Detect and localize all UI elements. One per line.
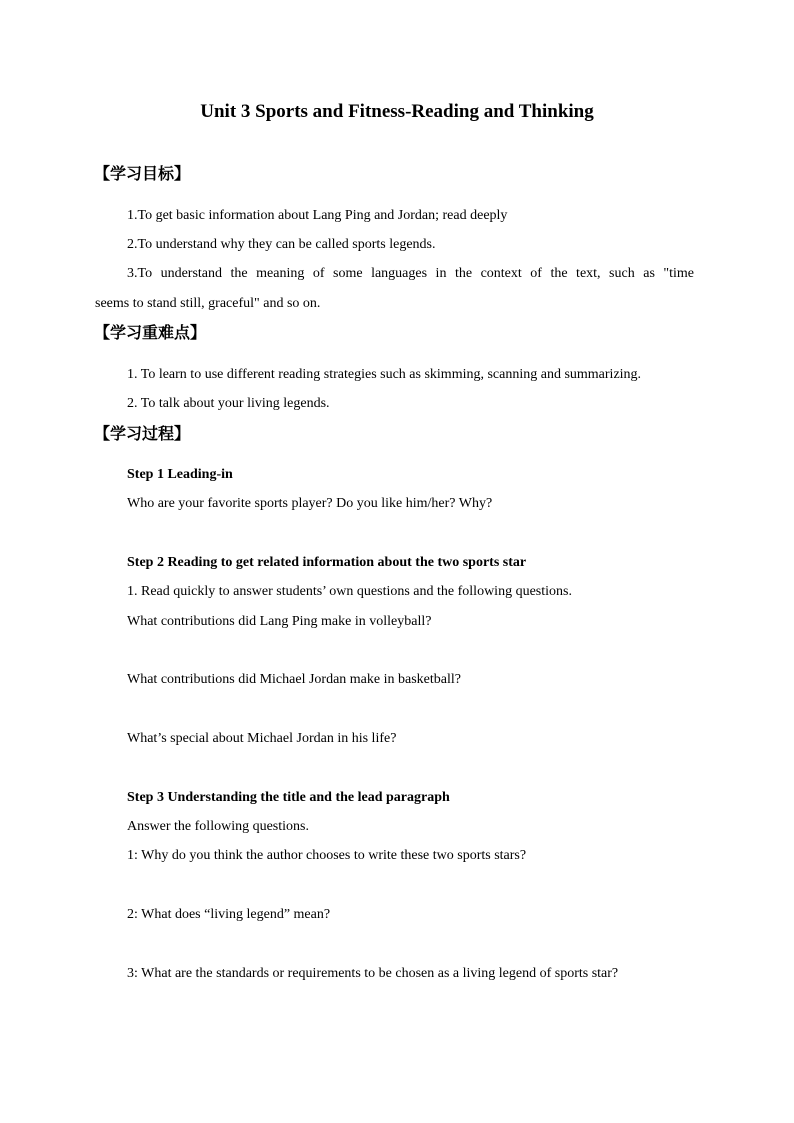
document-title: Unit 3 Sports and Fitness-Reading and Thinking xyxy=(200,101,594,122)
key-point-line-1: 1. To learn to use different reading strategies such as skimming, scanning and summarizing. xyxy=(127,367,642,382)
section-heading-key-points: 【学习重难点】 xyxy=(94,323,207,342)
objective-line-3: 3.To understand the meaning of some languages in the context of the text, such as "time xyxy=(127,266,694,281)
key-point-line-2: 2. To talk about your living legends. xyxy=(127,396,330,411)
section-heading-process: 【学习过程】 xyxy=(94,424,191,443)
step-3-question-2: 2: What does “living legend” mean? xyxy=(127,907,331,922)
objective-line-1: 1.To get basic information about Lang Ping and Jordan; read deeply xyxy=(127,208,508,223)
step-3-question-1: 1: Why do you think the author chooses to write these two sports stars? xyxy=(127,848,527,863)
step-2-title: Step 2 Reading to get related information about the two sports star xyxy=(127,555,527,570)
objective-line-2: 2.To understand why they can be called sports legends. xyxy=(127,237,436,252)
objective-line-3-continued: seems to stand still, graceful" and so on. xyxy=(95,296,321,311)
step-1-title: Step 1 Leading-in xyxy=(127,467,233,482)
step-2-question-3: What’s special about Michael Jordan in his life? xyxy=(127,731,397,746)
step-2-line-1: 1. Read quickly to answer students’ own questions and the following questions. xyxy=(127,584,572,599)
step-1-line-1: Who are your favorite sports player? Do you like him/her? Why? xyxy=(127,496,493,511)
step-3-question-3: 3: What are the standards or requirements to be chosen as a living legend of sports star? xyxy=(127,966,619,981)
step-3-title: Step 3 Understanding the title and the lead paragraph xyxy=(127,790,450,805)
section-heading-objectives: 【学习目标】 xyxy=(94,164,191,183)
step-3-line-1: Answer the following questions. xyxy=(127,819,309,834)
step-2-question-1: What contributions did Lang Ping make in volleyball? xyxy=(127,614,432,629)
step-2-question-2: What contributions did Michael Jordan make in basketball? xyxy=(127,672,461,687)
